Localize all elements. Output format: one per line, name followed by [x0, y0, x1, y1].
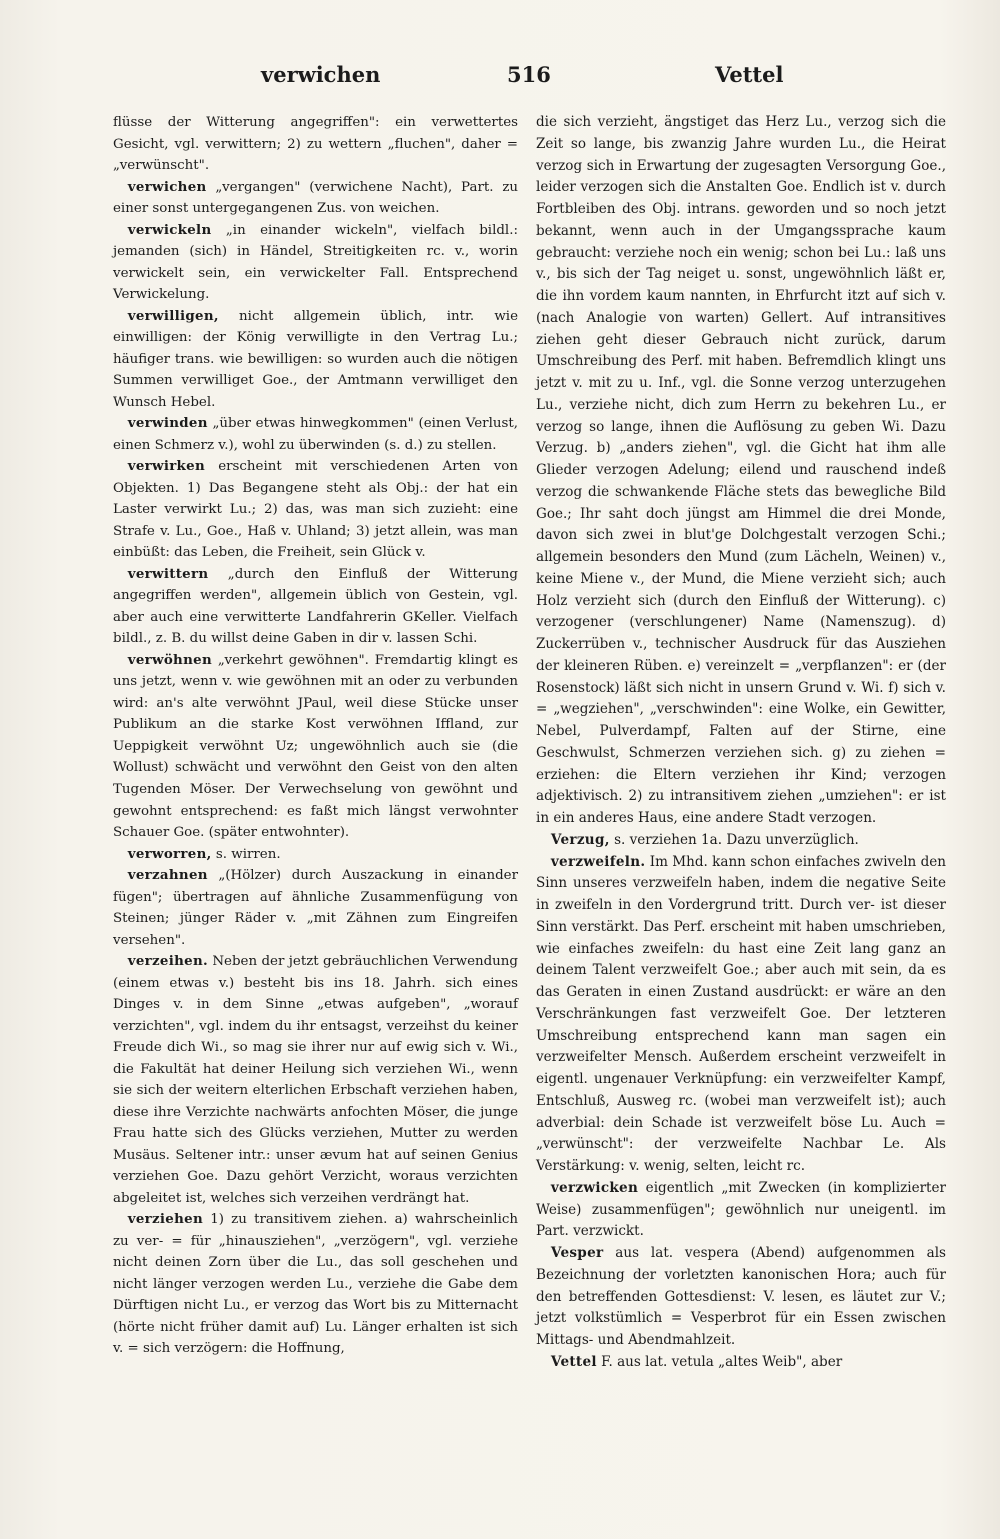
- page-number: 516: [507, 62, 551, 87]
- entry-headword: verziehen: [127, 1211, 203, 1228]
- dictionary-entry: [536, 1243, 946, 1352]
- left-column: [113, 112, 518, 1360]
- dictionary-entry: [113, 220, 518, 306]
- dictionary-entry: [536, 830, 946, 852]
- dictionary-entry: [113, 865, 518, 951]
- entry-text: „vergangen" (verwichene Nacht), Part. zu einer sonst untergegangenen Zus. von weichen.: [113, 179, 518, 217]
- dictionary-entry: [113, 650, 518, 844]
- entry-headword: verzwicken: [550, 1179, 639, 1196]
- entry-text: erscheint mit verschiedenen Arten von Objekten. 1) Das Begangene steht als Obj.: der hat ein Laster verwirkt Lu.; 2) das, was man sich zuzieht: eine Strafe v. Lu., Goe., Haß v. Uhland; 3) jetzt allein, was man einbüßt: das Leben, die Freiheit, sein Glück v.: [113, 459, 518, 561]
- entry-text: „verkehrt gewöhnen". Fremdartig klingt es uns jetzt, wenn v. wie gewöhnen mit an oder zu verbunden wird: an's alte verwöhnt JPaul, weil diese Stücke unser Publikum an die starke Kost verwöhnen Iffland, zur Ueppigkeit verwöhnt Uz; ungewöhnlich auch sie (die Wollust) schwächt und verwöhnt den Geist von den alten Tugenden Möser. Der Verwechselung von gewöhnt und gewohnt entsprechend: es faßt mich längst verwohnter Schauer Goe. (später entwohnter).: [113, 652, 518, 841]
- dictionary-entry: [113, 306, 518, 414]
- entry-text: „über etwas hinwegkommen" (einen Verlust, einen Schmerz v.), wohl zu überwinden (s. d.) zu stellen.: [113, 416, 518, 453]
- dictionary-entry: [536, 112, 946, 830]
- entry-text: 1) zu transitivem ziehen. a) wahrscheinlich zu ver- = für „hinausziehen", „verzögern", vgl. verziehe nicht deinen Zorn über die Lu., das soll geschehen und nicht länger verzogen werden Lu., verziehe die Gabe dem Dürftigen nicht Lu., er verzog das Wort bis zu Mitternacht (hörte nicht früher damit auf) Lu. Länger erhalten ist sich v. = sich verzögern: die Hoffnung,: [113, 1212, 518, 1357]
- entry-text: „in einander wickeln", vielfach bildl.: jemanden (sich) in Händel, Streitigkeiten rc. v., worin verwickelt sein, ein verwickelter Fall. Entsprechend Verwickelung.: [113, 222, 518, 303]
- right-column: [536, 112, 946, 1374]
- entry-text: Im Mhd. kann schon einfaches zwiveln den Sinn unseres verzweifeln haben, indem die negative Seite in zweifeln in den Vordergrund tritt. Durch ver- ist dieser Sinn verstärkt. Das Perf. erscheint mit haben umschrieben, wie einfaches zweifeln: du hast eine Zeit lang ganz an deinem Talent verzweifelt Goe.; aber auch mit sein, da es das Geraten in einen Zustand ausdrückt: er wäre an den Verschränkungen fast verzweifelt Goe. Der letzteren Umschreibung entsprechend kann man sagen ein verzweifelter Mensch. Außerdem erscheint verzweifelt in eigentl. ungenauer Verknüpfung: ein verzweifelter Kampf, Entschluß, Ausweg rc. (wobei man verzweifelt ist); auch adverbial: dein Schade ist verzweifelt böse Lu. Auch = „verwünscht": der verzweifelte Nachbar Le. Als Verstärkung: v. wenig, selten, leicht rc.: [536, 853, 946, 1174]
- entry-text: s. wirren.: [215, 846, 281, 862]
- entry-text: Neben der jetzt gebräuchlichen Verwendung (einem etwas v.) besteht bis ins 18. Jahrh. sich eines Dinges v. in dem Sinne „etwas aufgeben", „worauf verzichten", vgl. indem du ihr entsagst, verzeihst du keiner Freude dich Wi., so mag sie ihrer nur auf ewig sich v. Wi., die Fakultät hat deiner Heilung sich verziehen Wi., wenn sie sich der weitern elterlichen Erbschaft verziehen haben, diese ihre Verzichte nachwärts anfochten Möser, die junge Frau hatte sich des Glücks verziehen, Mutter zu werden Musäus. Seltener intr.: unser ævum hat auf seinen Genius verziehen Goe. Dazu gehört Verzicht, woraus verzichten abgeleitet ist, welches sich verzeihen verdrängt hat.: [113, 954, 519, 1206]
- entry-text: s. verziehen 1a. Dazu unverzüglich.: [614, 831, 859, 848]
- dictionary-entry: [113, 951, 518, 1209]
- entry-headword: verwickeln: [127, 221, 212, 238]
- entry-headword: verwittern: [127, 565, 209, 582]
- entry-text: die sich verzieht, ängstiget das Herz Lu., verzog sich die Zeit so lange, bis zwanzig Jahre wurden Lu., die Heirat verzog sich in Erwartung der zugesagten Versorgung Goe., leider verzogen sich die Anstalten Goe. Endlich ist v. durch Fortbleiben des Obj. intrans. geworden und so noch jetzt bekannt, wenn auch in der Umgangssprache kaum gebraucht: verziehe noch ein wenig; schon bei Lu.: laß uns v., bis sich der Tag neiget u. sonst, ungewöhnlich läßt er, die ihn vordem kaum nannten, in Ehrfurcht itzt auf sich v. (nach Analogie von warten) Gellert. Auf intransitives ziehen geht dieser Gebrauch nicht zurück, darum Umschreibung des Perf. mit haben. Befremdlich klingt uns jetzt v. mit zu u. Inf., vgl. die Sonne verzog unterzugehen Lu., verziehe nicht, dich zum Herrn zu bekehren Lu., er verzog so lange, ihnen die Auflösung zu geben Wi. Dazu Verzug. b) „anders ziehen", vgl. die Gicht hat ihm alle Glieder verzogen Adelung; eilend und rauschend indeß verzog die schwankende Fläche stets das bewegliche Bild Goe.; Ihr saht doch jüngst am Himmel die drei Monde, davon sich zwei in blut'ge Dolchgestalt verzogen Schi.; allgemein besonders den Mund (zum Lächeln, Weinen) v., keine Miene v., der Mund, die Miene verzieht sich; auch Holz verzieht sich (durch den Einfluß der Witterung). c) verzogener (verschlungener) Name (Namenszug). d) Zuckerrüben v., technischer Ausdruck für das Ausziehen der kleineren Rüben. e) vereinzelt = „verpflanzen": er (der Rosenstock) läßt sich nicht in unsern Grund v. Wi. f) sich v. = „wegziehen", „verschwinden": eine Wolke, ein Gewitter, Nebel, Pulverdampf, Falten auf der Stirne, eine Geschwulst, Schmerzen verziehen sich. g) zu ziehen = erziehen: die Eltern verziehen ihr Kind; verzogen adjektivisch. 2) zu intransitivem ziehen „umziehen": er ist in ein anderes Haus, eine andere Stadt verzogen.: [536, 114, 946, 826]
- running-header: [95, 62, 935, 92]
- dictionary-entry: [536, 1178, 946, 1243]
- dictionary-entry: [536, 1352, 946, 1374]
- header-left-catchword: verwichen: [261, 62, 381, 87]
- entry-headword: verwöhnen: [127, 651, 212, 668]
- entry-text: F. aus lat. vetula „altes Weib", aber: [601, 1353, 843, 1370]
- dictionary-entry: [113, 413, 518, 456]
- entry-text: nicht allgemein üblich, intr. wie einwilligen: der König verwilligte in den Vertrag Lu.; häufiger trans. wie bewilligen: so wurden auch die nötigen Summen verwilliget Goe., der Amtmann verwilliget den Wunsch Hebel.: [113, 308, 519, 410]
- entry-headword: verzeihen.: [127, 953, 208, 970]
- entry-headword: verzahnen: [127, 867, 208, 884]
- dictionary-entry: [113, 844, 518, 866]
- dictionary-entry: [113, 177, 518, 220]
- entry-headword: verzweifeln.: [550, 853, 646, 870]
- entry-text: „(Hölzer) durch Auszackung in einander fügen"; übertragen auf ähnliche Zusammenfügung von Steinen; jünger Räder v. „mit Zähnen zum Eingreifen versehen".: [113, 868, 518, 948]
- dictionary-entry: [113, 112, 518, 177]
- dictionary-entry: [536, 852, 946, 1178]
- entry-headword: Vesper: [550, 1245, 604, 1261]
- entry-text: aus lat. vespera (Abend) aufgenommen als Bezeichnung der vorletzten kanonischen Hora; auch für den betreffenden Gottesdienst: V. lesen, es läutet zur V.; jetzt volkstümlich = Vesperbrot für ein Essen zwischen Mittags- und Abendmahlzeit.: [536, 1245, 946, 1348]
- entry-headword: verwilligen,: [127, 307, 219, 324]
- entry-headword: Vettel: [550, 1353, 597, 1370]
- header-right-catchword: Vettel: [715, 62, 784, 87]
- entry-text: flüsse der Witterung angegriffen": ein verwettertes Gesicht, vgl. verwittern; 2) zu wettern „fluchen", daher = „verwünscht".: [113, 115, 518, 174]
- entry-text: eigentlich „mit Zwecken (in komplizierter Weise) zusammenfügen"; gewöhnlich nur uneigentl. im Part. verzwickt.: [536, 1179, 946, 1240]
- entry-headword: Verzug,: [550, 831, 610, 848]
- dictionary-entry: [113, 564, 518, 650]
- entry-text: „durch den Einfluß der Witterung angegriffen werden", allgemein üblich von Gestein, vgl. aber auch eine verwitterte Landfahrerin GKeller. Vielfach bildl., z. B. du willst deine Gaben in dir v. lassen Schi.: [113, 566, 518, 647]
- entry-headword: verworren,: [127, 845, 212, 862]
- entry-headword: verwichen: [127, 178, 207, 195]
- entry-headword: verwirken: [127, 458, 205, 475]
- entry-headword: verwinden: [127, 415, 208, 432]
- dictionary-entry: [113, 456, 518, 564]
- dictionary-entry: [113, 1209, 518, 1360]
